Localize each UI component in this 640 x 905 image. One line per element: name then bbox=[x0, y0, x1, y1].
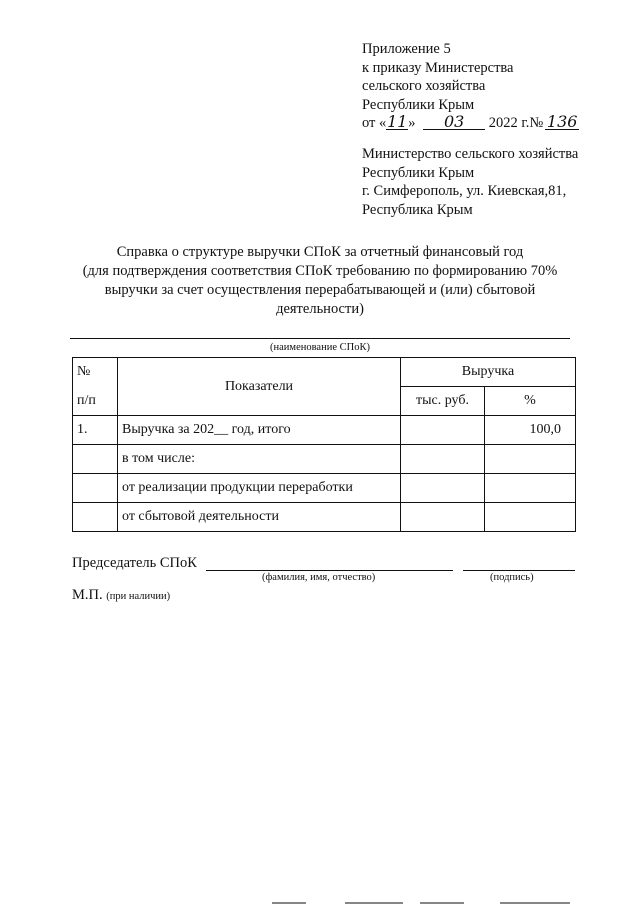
stamp-label: М.П. bbox=[72, 587, 103, 603]
table-row bbox=[73, 445, 576, 474]
appendix-block bbox=[362, 40, 579, 133]
date-sep: » bbox=[408, 115, 416, 131]
chairman-label: Председатель СПоК bbox=[72, 555, 197, 571]
addressee-line: г. Симферополь, ул. Киевская,81, bbox=[362, 183, 567, 199]
title-line: деятельности) bbox=[276, 301, 364, 317]
addressee-block bbox=[362, 145, 578, 219]
order-day: 11 bbox=[387, 112, 408, 131]
header-indicators: Показатели bbox=[118, 358, 401, 416]
cell-indicator: Выручка за 202__ год, итого bbox=[118, 416, 401, 445]
cell-indicator: в том числе: bbox=[118, 445, 401, 474]
table-row bbox=[73, 503, 576, 532]
appendix-line: Республики Крым bbox=[362, 96, 475, 113]
table-header-row bbox=[73, 358, 576, 387]
appendix-line: сельского хозяйства bbox=[362, 78, 486, 94]
cell-pct bbox=[485, 503, 576, 532]
stamp-place bbox=[72, 587, 170, 604]
document-title bbox=[40, 243, 600, 319]
spok-name-line bbox=[70, 338, 570, 339]
cell-pct: 100,0 bbox=[485, 416, 576, 445]
signature-line bbox=[463, 570, 575, 571]
cell-no: 1. bbox=[73, 416, 118, 445]
cell-rub bbox=[401, 503, 485, 532]
title-line: выручки за счет осуществления перерабатывающей и (или) сбытовой bbox=[104, 282, 536, 298]
cell-no bbox=[73, 445, 118, 474]
title-line: Справка о структуре выручки СПоК за отчетный финансовый год bbox=[116, 244, 524, 260]
scan-artifact bbox=[345, 902, 403, 904]
caption-signature: (подпись) bbox=[490, 572, 534, 583]
cell-rub bbox=[401, 416, 485, 445]
addressee-line: Республика Крым bbox=[362, 201, 473, 218]
title-line: (для подтверждения соответствия СПоК требованию по формированию 70% bbox=[82, 263, 558, 279]
date-prefix: от « bbox=[362, 115, 387, 131]
scan-artifact bbox=[420, 902, 464, 904]
cell-pct bbox=[485, 445, 576, 474]
cell-no bbox=[73, 474, 118, 503]
order-month: 03 bbox=[423, 114, 485, 130]
addressee-line: Республики Крым bbox=[362, 164, 475, 181]
addressee-line: Министерство сельского хозяйства bbox=[362, 146, 579, 162]
year-suffix: 2022 г.№ bbox=[488, 115, 544, 131]
scan-artifact bbox=[500, 902, 570, 904]
revenue-table bbox=[72, 357, 576, 532]
table-row bbox=[73, 416, 576, 445]
order-number: 136 bbox=[546, 112, 578, 131]
scan-artifact bbox=[272, 902, 306, 904]
header-revenue: Выручка bbox=[401, 358, 576, 387]
cell-indicator: от реализации продукции переработки bbox=[118, 474, 401, 503]
table-row bbox=[73, 474, 576, 503]
appendix-line: Приложение 5 bbox=[362, 41, 451, 57]
cell-no bbox=[73, 503, 118, 532]
stamp-note: (при наличии) bbox=[106, 591, 171, 602]
header-no-top: № bbox=[73, 358, 118, 387]
cell-rub bbox=[401, 474, 485, 503]
cell-rub bbox=[401, 445, 485, 474]
cell-indicator: от сбытовой деятельности bbox=[118, 503, 401, 532]
header-no-bottom: п/п bbox=[73, 387, 118, 416]
appendix-line: к приказу Министерства bbox=[362, 59, 514, 76]
spok-name-caption: (наименование СПоК) bbox=[270, 342, 370, 353]
name-signature-line bbox=[206, 570, 453, 571]
header-thousand-rub: тыс. руб. bbox=[401, 387, 485, 416]
caption-full-name: (фамилия, имя, отчество) bbox=[262, 572, 376, 583]
header-percent: % bbox=[485, 387, 576, 416]
cell-pct bbox=[485, 474, 576, 503]
order-date-line bbox=[362, 114, 579, 133]
